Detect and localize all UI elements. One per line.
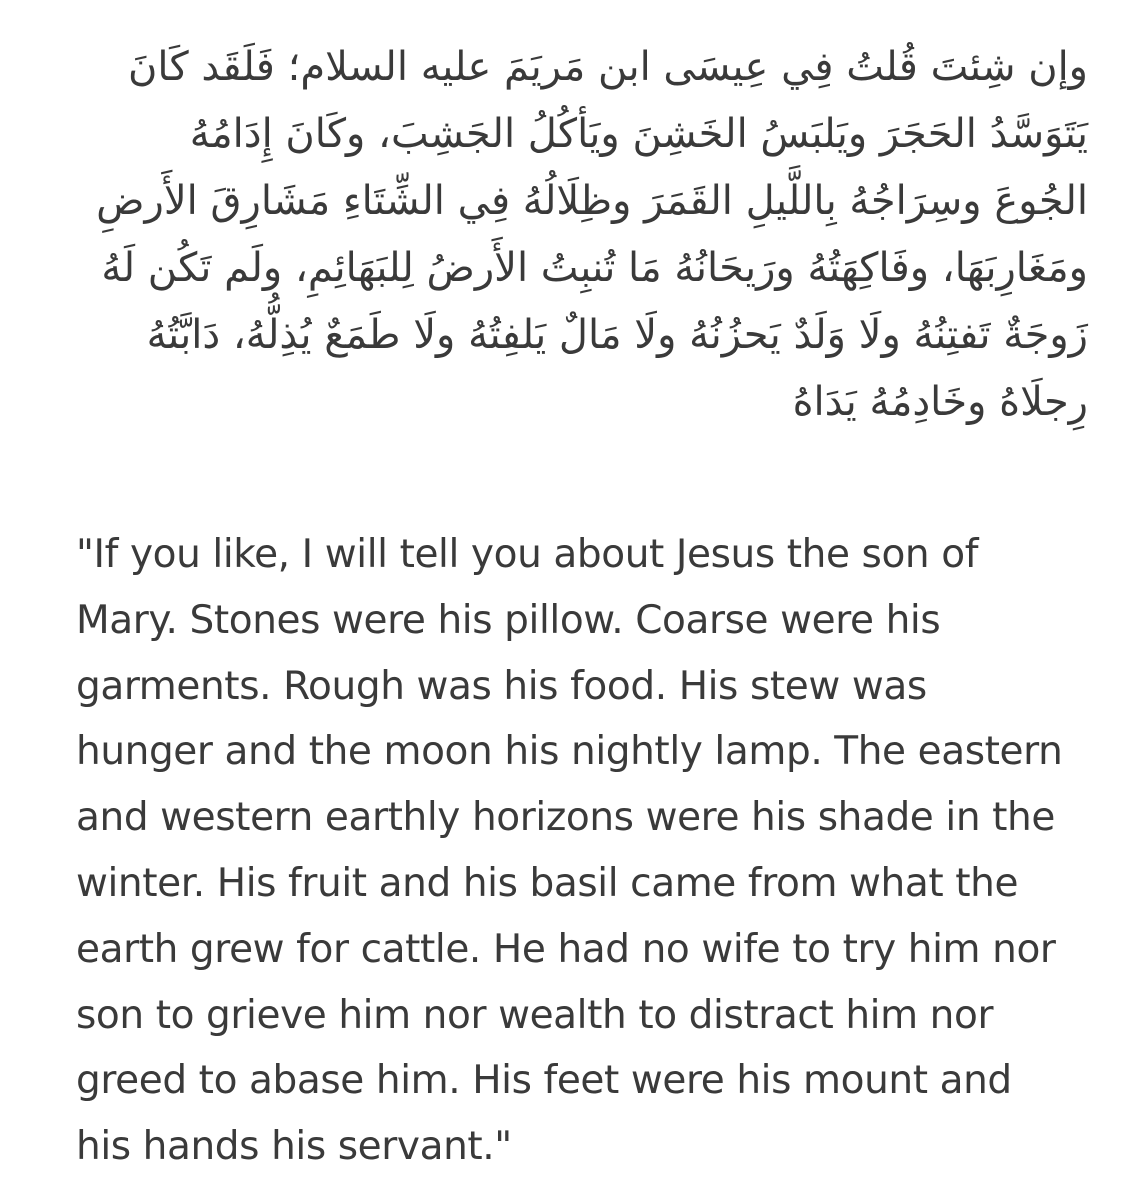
english-translation: [76, 522, 1088, 1180]
arabic-line: رِجلَاهُ وخَادِمُهُ يَدَاهُ: [792, 379, 1088, 425]
english-line: Mary. Stones were his pillow. Coarse were his: [76, 597, 941, 643]
english-line: greed to abase him. His feet were his mount and: [76, 1058, 1012, 1104]
english-line: garments. Rough was his food. His stew was: [76, 663, 927, 709]
english-line: and western earthly horizons were his shade in the: [76, 795, 1055, 841]
arabic-line: زَوجَةٌ تَفتِنُهُ ولَا وَلَدٌ يَحزُنُهُ ولَا مَالٌ يَلفِتُهُ ولَا طَمَعٌ يُذِلُّهُ، دَابَّتُهُ: [146, 312, 1088, 358]
arabic-line: يَتَوَسَّدُ الحَجَرَ ويَلبَسُ الخَشِنَ ويَأكُلُ الجَشِبَ، وكَانَ إِدَامُهُ: [189, 111, 1088, 157]
arabic-line: وإن شِئتَ قُلتُ فِي عِيسَى ابن مَريَمَ عليه السلام؛ فَلَقَد كَانَ: [128, 44, 1088, 90]
english-line: his hands his servant.": [76, 1124, 512, 1170]
arabic-line: الجُوعَ وسِرَاجُهُ بِاللَّيلِ القَمَرَ وظِلَالُهُ فِي الشِّتَاءِ مَشَارِقَ الأَرضِ: [96, 178, 1088, 224]
english-line: son to grieve him nor wealth to distract him nor: [76, 992, 994, 1038]
english-line: winter. His fruit and his basil came from what the: [76, 860, 1019, 906]
english-line: hunger and the moon his nightly lamp. The eastern: [76, 729, 1063, 775]
english-line: "If you like, I will tell you about Jesus the son of: [76, 532, 979, 577]
english-line: earth grew for cattle. He had no wife to try him nor: [76, 926, 1056, 972]
arabic-line: ومَغَارِبَهَا، وفَاكِهَتُهُ ورَيحَانُهُ مَا تُنبِتُ الأَرضُ لِلبَهَائِمِ، ولَم تَكُن لَهُ: [101, 245, 1088, 291]
arabic-passage: [72, 34, 1088, 436]
